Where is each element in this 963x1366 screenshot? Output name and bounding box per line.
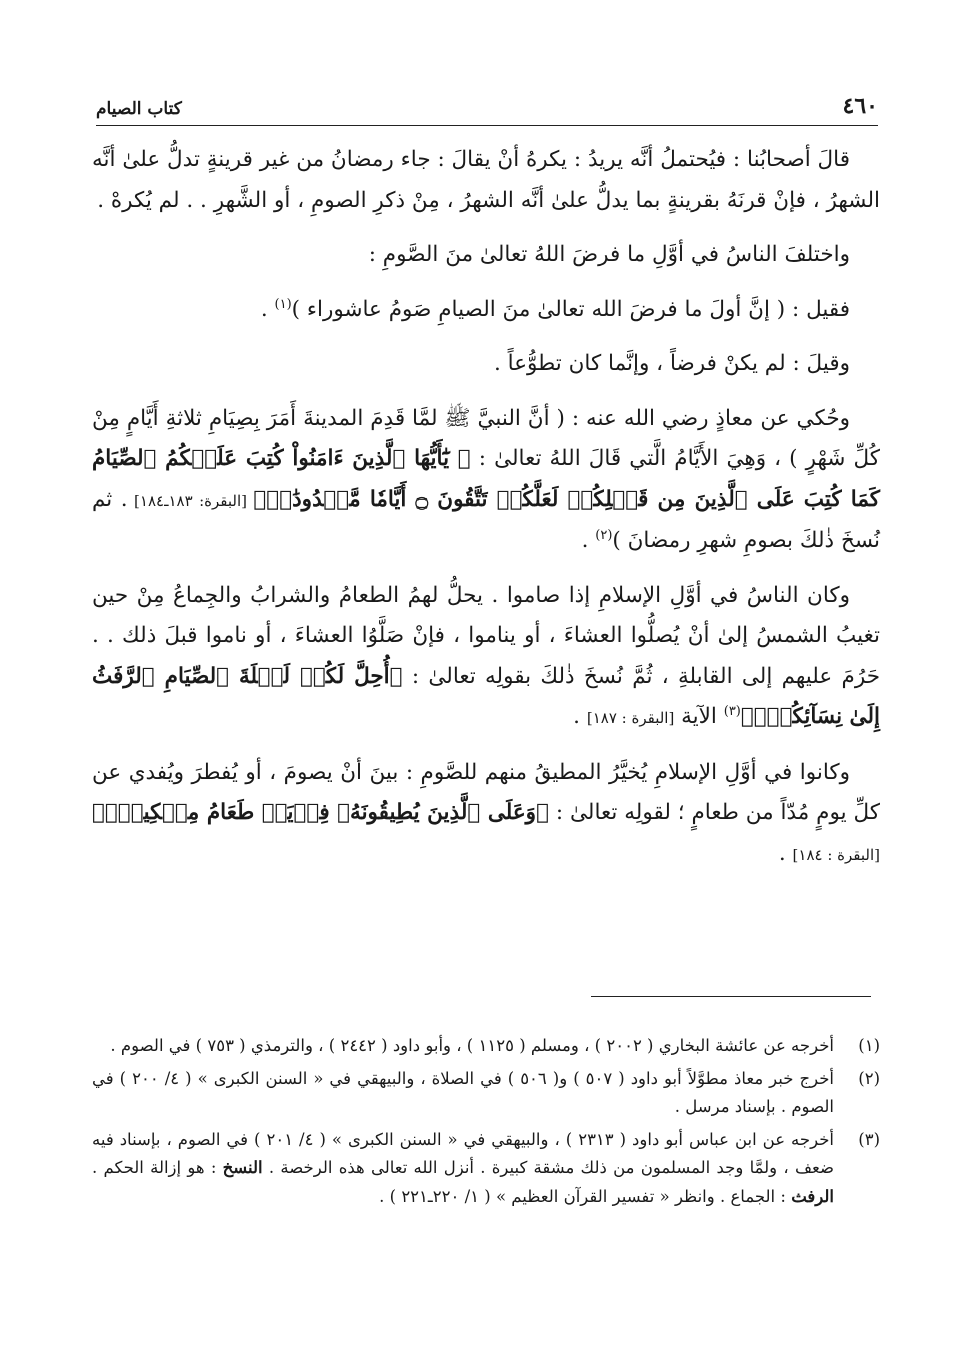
paragraph-6-text-b: الآية bbox=[674, 704, 724, 729]
term-rafath: الرفث bbox=[791, 1186, 834, 1206]
quran-verse-1: ﴿ يَٰٓأَيُّهَا ٱلَّذِينَ ءَامَنُواْ كُتِبَ عَلَيۡكُمُ ٱلصِّيَامُ كَمَا كُتِبَ عَلَى ٱلَّذِينَ مِن قَبۡلِكُمۡ لَعَلَّكُمۡ تَتَّقُونَ ۝ أَيَّامٗا مَّعۡدُودَٰتٖ﴾ bbox=[92, 446, 880, 512]
term-naskh: النسخ bbox=[222, 1158, 263, 1177]
running-title: كتاب الصيام bbox=[96, 99, 182, 119]
paragraph-3-text: فقيل : ( إنَّ أولَ ما فرضَ الله تعالىٰ منَ الصيامِ صَومُ عاشوراء ) bbox=[291, 296, 850, 322]
paragraph-4: وقيلَ : لم يكنْ فرضاً ، وإنَّما كان تطوُّعاً . bbox=[494, 351, 850, 376]
main-text bbox=[92, 140, 880, 889]
paragraph-1: قالَ أصحابُنا : فيُحتملُ أنَّه يريدُ : يكرهُ أنْ يقالَ : جاء رمضانُ من غير قرينةٍ تدلُّ علىٰ أنَّه الشهرُ ، فإنْ قرنَهُ بقرينةٍ بما يدلُّ علىٰ أنَّه الشهرُ ، مِنْ ذكرِ الصومِ ، أو الشَّهرِ . . لم يُكرهْ . bbox=[92, 147, 880, 213]
footnote-number: (٣) bbox=[858, 1129, 880, 1149]
paragraph-7 bbox=[92, 753, 880, 876]
verse-citation-2: [البقرة : ١٨٧] bbox=[586, 709, 675, 727]
paragraph-3-end: . bbox=[260, 296, 275, 322]
paragraph-6-text: وكان الناسُ في أوَّلِ الإسلامِ إذا صاموا . يحلُّ لهمُ الطعامُ والشرابُ والجِماعُ مِنْ حين تغيبُ الشمسُ إلىٰ أنْ يُصلُّوا العشاءَ ، أو يناموا ، فإنْ صَلَّوُا العشاءَ ، أو ناموا قبلَ ذلك . . حَرُمَ عليهم إلى القابلةِ ، ثُمَّ نُسخَ ذٰلكَ بقولِه تعالىٰ : bbox=[92, 582, 880, 689]
footnote-text: أخرجه عن عائشة البخاري ( ٢٠٠٢ ) ، ومسلم ( ١١٢٥ ) ، وأبو داود ( ٢٤٤٢ ) ، والترمذي ( ٧٥٣ ) في الصوم . bbox=[110, 1036, 834, 1055]
paragraph-6-end: . bbox=[573, 704, 587, 729]
footnote-number: (٢) bbox=[858, 1068, 880, 1088]
footnote-number: (١) bbox=[858, 1036, 880, 1055]
page-number: ٤٦٠ bbox=[842, 93, 878, 119]
paragraph-5-text: وحُكي عن معاذٍ رضي الله عنه : ( أنَّ النبيَّ ﷺ لمَّا قَدِمَ المدينةَ أَمَرَ بِصِيَامِ ثلاثةِ أَيَّامٍ مِنْ كُلِّ شَهْرٍ ) ، وَهِيَ الأَيَّامُ الَّتي قَالَ اللهُ تعالىٰ : bbox=[92, 405, 880, 471]
paragraph-7-text: وكانوا في أوَّلِ الإسلامِ يُخيَّرُ المطيقُ منهم للصَّومِ : بينَ أنْ يصومَ ، أو يُفطرَ ويُفدي عن كلِّ يومٍ مُدّاً من طعامٍ ؛ لقولِه تعالىٰ : bbox=[92, 759, 880, 825]
paragraph-7-end: . bbox=[778, 840, 793, 866]
footnote-3 bbox=[92, 1126, 880, 1212]
paragraph-6 bbox=[92, 576, 880, 739]
footnote-separator bbox=[591, 996, 871, 997]
footnote-1 bbox=[92, 1032, 880, 1061]
verse-citation-3: [البقرة : ١٨٤] bbox=[792, 845, 880, 864]
page-header bbox=[96, 88, 878, 126]
footnote-2 bbox=[92, 1065, 880, 1122]
paragraph-3 bbox=[92, 290, 880, 331]
footnote-text-c: : الجماع . وانظر « تفسير القرآن العظيم » ( ١/ ٢٢٠ـ٢٢١ ) . bbox=[379, 1186, 792, 1206]
paragraph-5-text-b: . ثم نُسخَ ذٰلكَ بصومِ شهرِ رمضانَ ) bbox=[92, 486, 880, 553]
footnote-ref-1: (١) bbox=[274, 296, 292, 312]
footnote-text: أخرج خبر معاذ مطوَّلاً أبو داود ( ٥٠٧ ) و( ٥٠٦ ) في الصلاة ، والبيهقي في « السنن الكبرى » ( ٤/ ٢٠٠ ) في الصوم . بإسناد مرسل . bbox=[92, 1068, 835, 1116]
footnote-ref-2: (٢) bbox=[595, 527, 613, 543]
paragraph-5-end: . bbox=[581, 528, 596, 553]
quran-verse-2: ﴿أُحِلَّ لَكُمۡ لَيۡلَةَ ٱلصِّيَامِ ٱلرَّفَثُ إِلَىٰ نِسَآئِكُمۡۚ﴾ bbox=[92, 663, 880, 729]
quran-verse-3: ﴿وَعَلَى ٱلَّذِينَ يُطِيقُونَهُۥ فِدۡيَةٞ طَعَامُ مِسۡكِينٖۖ﴾ bbox=[92, 800, 549, 825]
footnote-text-a: أخرجه عن ابن عباس أبو داود ( ٢٣١٣ ) ، والبيهقي في « السنن الكبرى » ( ٤/ ٢٠١ ) في الصوم ، بإسناد فيه ضعف ، ولمَّا وجد المسلمون من ذلك مشقة كبيرة . أنزل الله تعالى هذه الرخصة . bbox=[92, 1129, 835, 1177]
footnote-ref-3: (٣) bbox=[723, 703, 741, 719]
footnotes bbox=[92, 1032, 880, 1215]
verse-citation-1: [البقرة: ١٨٣ـ١٨٤] bbox=[127, 491, 254, 510]
footnote-text-b: : هو إزالة الحكم . bbox=[92, 1158, 223, 1177]
paragraph-2: واختلفَ الناسُ في أوَّلِ ما فرضَ اللهُ تعالىٰ منَ الصَّومِ : bbox=[368, 242, 850, 267]
paragraph-5 bbox=[92, 399, 880, 562]
footnote-text bbox=[92, 1126, 834, 1212]
